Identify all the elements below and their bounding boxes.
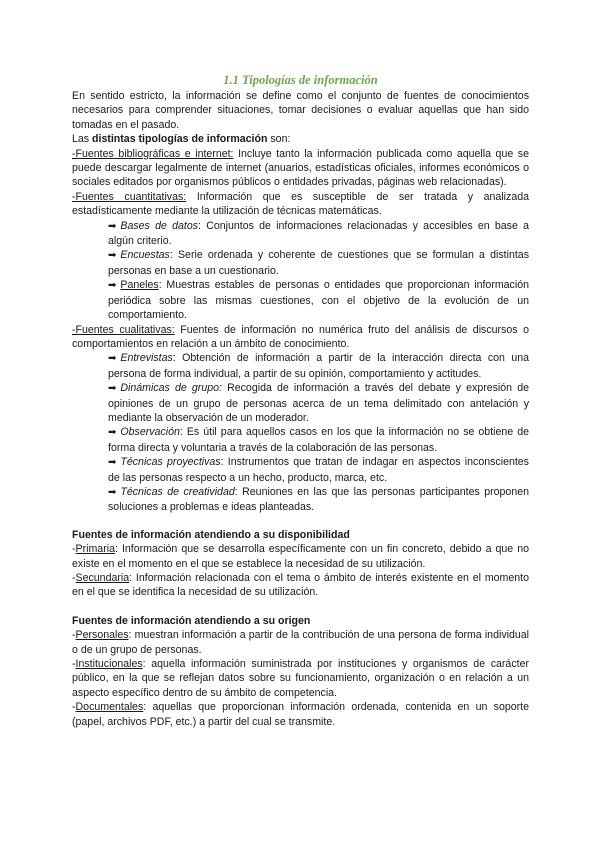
disponibilidad-heading: Fuentes de información atendiendo a su disponibilidad — [72, 528, 350, 541]
page-title: 1.1 Tipologías de información — [223, 73, 378, 87]
institucionales-label: Institucionales — [75, 658, 143, 671]
primaria-label: Primaria — [75, 543, 115, 556]
list-item: ➡ Encuestas: Serie ordenada y coherente de cuestiones que se formulan a distintas personas en base a un cuestionario. — [108, 249, 529, 277]
arrow-right-icon: ➡ — [108, 486, 117, 498]
intro-paragraph: En sentido estricto, la información se define como el conjunto de fuentes de conocimientos necesarios para comprender situaciones, tomar decisiones o evaluar aquellas que han sido tomadas en el pasado. — [72, 90, 529, 131]
personales-paragraph: -Personales: muestran información a partir de la contribución de una persona de forma individual o de un grupo de personas. — [72, 629, 529, 656]
item-term: Bases de datos — [120, 219, 199, 232]
item-term: Técnicas proyectivas — [120, 456, 221, 469]
list-item: ➡ Técnicas de creatividad: Reuniones en las que las personas participantes proponen soluciones a problemas e ideas planteadas. — [108, 485, 529, 514]
arrow-right-icon: ➡ — [108, 280, 117, 292]
institucionales-paragraph: -Institucionales: aquella información suministrada por instituciones y organismos de carácter público, en la que se reflejan datos sobre su funcionamiento, organización o en relación a un aspecto específico dentro de su ámbito de competencia. — [72, 658, 529, 699]
list-item: ➡ Observación: Es útil para aquellos casos en los que la información no se obtiene de forma directa y voluntaria a través de la colaboración de las personas. — [108, 426, 529, 454]
list-item: ➡ Técnicas proyectivas: Instrumentos que tratan de indagar en aspectos inconscientes de las personas respecto a un hecho, producto, marca, etc. — [108, 456, 529, 484]
origen-heading: Fuentes de información atendiendo a su origen — [72, 614, 311, 627]
spacer — [72, 600, 529, 613]
personales-label: Personales — [75, 629, 129, 642]
item-term: Paneles — [120, 279, 159, 292]
cuantitativas-label: -Fuentes cuantitativas: — [72, 190, 187, 203]
arrow-right-icon: ➡ — [108, 427, 117, 439]
list-item: ➡ Bases de datos: Conjuntos de informaciones relacionadas y accesibles en base a algún criterio. — [108, 219, 530, 248]
spacer — [72, 515, 529, 527]
list-item: ➡ Paneles: Muestras estables de personas o entidades que proporcionan información periódica sobre las mismas cuestiones, con el objetivo de la evolución de un comportamiento. — [108, 279, 529, 322]
arrow-right-icon: ➡ — [108, 353, 117, 365]
primaria-paragraph: -Primaria: Información que se desarrolla específicamente con un fin concreto, debido a que no existe en el momento en el que se establece la necesidad de su utilización. — [72, 543, 529, 570]
types-line: Las distintas tipologías de información son: — [72, 133, 291, 146]
item-term: Dinámicas de grupo: — [120, 382, 222, 395]
arrow-right-icon: ➡ — [108, 457, 117, 469]
list-item: ➡ Dinámicas de grupo: Recogida de información a través del debate y expresión de opiniones de un grupo de personas acerca de un tema delimitado con antelación y mediante la observación de un moderador. — [108, 382, 529, 424]
arrow-right-icon: ➡ — [108, 250, 117, 262]
list-item: ➡ Entrevistas: Obtención de información a partir de la interacción directa con una persona de forma individual, a partir de su opinión, comportamiento y actitudes. — [108, 352, 529, 380]
documentales-label: Documentales — [75, 701, 144, 714]
bibliograficas-paragraph: -Fuentes bibliográficas e internet: Incluye tanto la información publicada como aquella que se puede descargar legalmente de internet (anuarios, estadísticas oficiales, informes económicos o sociales editados por organismos públicos o entidades privadas, páginas web relacionadas). — [72, 147, 529, 189]
bibliograficas-label: -Fuentes bibliográficas e internet: — [72, 147, 234, 160]
cuantitativas-paragraph: -Fuentes cuantitativas: Información que es susceptible de ser tratada y analizada estadísticamente mediante la utilización de técnicas matemáticas. — [72, 190, 529, 218]
documentales-paragraph: -Documentales: aquellas que proporcionan información ordenada, contenida en un soporte (papel, archivos PDF, etc.) a partir del cual se transmite. — [72, 701, 529, 728]
item-term: Encuestas — [120, 249, 170, 262]
arrow-right-icon: ➡ — [108, 383, 117, 395]
item-term: Entrevistas — [120, 352, 173, 365]
secundaria-label: Secundaria — [75, 572, 130, 584]
secundaria-paragraph: -Secundaria: Información relacionada con el tema o ámbito de interés existente en el momento en el que se identifica la necesidad de su utilización. — [72, 572, 529, 599]
cualitativas-label: -Fuentes cualitativas: — [72, 323, 175, 336]
cualitativas-paragraph: -Fuentes cualitativas: Fuentes de información no numérica fruto del análisis de discursos o comportamientos en relación a un ámbito de conocimiento. — [72, 323, 529, 350]
item-term: Técnicas de creatividad — [120, 485, 235, 498]
item-term: Observación — [120, 426, 180, 439]
types-line-bold: distintas tipologías de información — [92, 133, 268, 146]
arrow-right-icon: ➡ — [108, 220, 117, 232]
